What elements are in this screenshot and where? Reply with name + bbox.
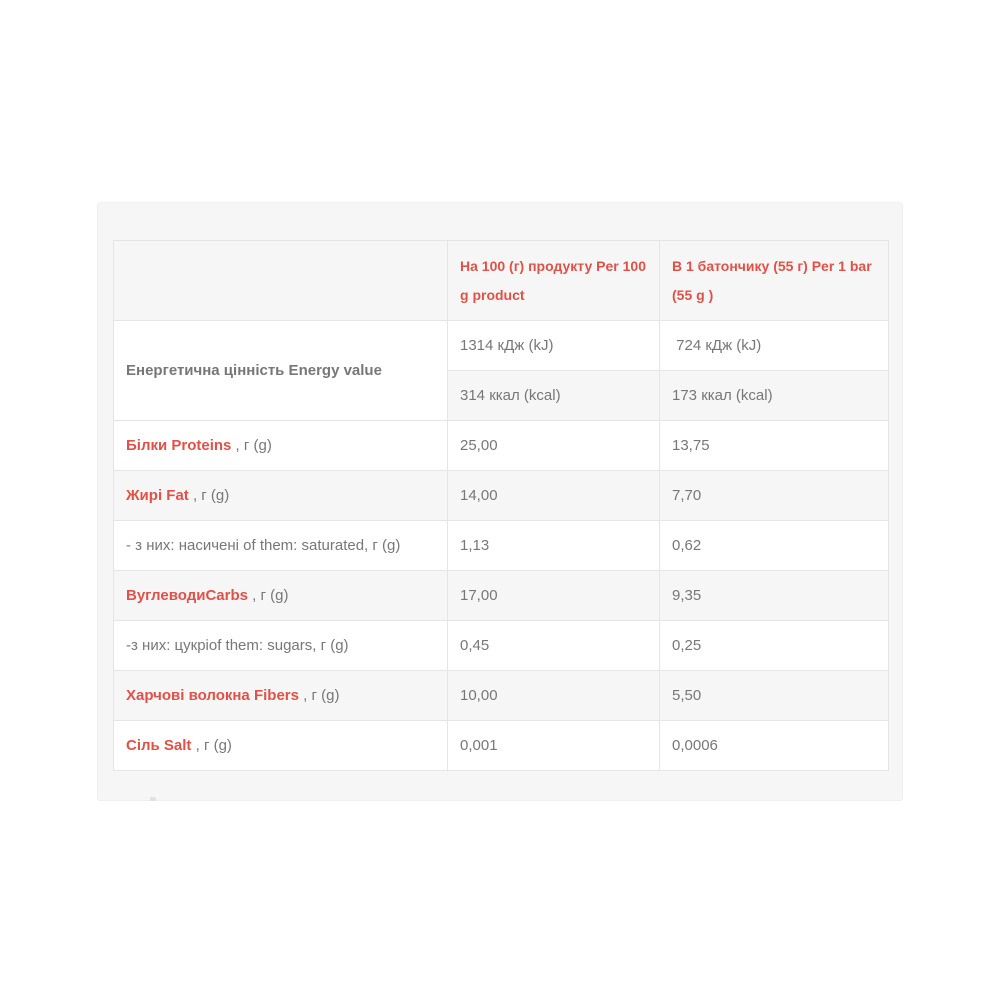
value-per-bar: 5,50 — [660, 671, 889, 721]
row-proteins — [114, 421, 889, 471]
header-empty-cell — [114, 241, 448, 321]
row-salt — [114, 721, 889, 771]
row-fat — [114, 471, 889, 521]
value-per-100g: 0,001 — [448, 721, 660, 771]
nutrient-name: Сіль Salt — [126, 737, 192, 754]
nutrient-name-cell — [114, 621, 448, 671]
nutrient-name-cell — [114, 471, 448, 521]
value-per-100g: 25,00 — [448, 421, 660, 471]
value-per-100g: 1,13 — [448, 521, 660, 571]
value-per-100g: 0,45 — [448, 621, 660, 671]
value-per-bar: 13,75 — [660, 421, 889, 471]
nutrient-name: ВуглеводиCarbs — [126, 587, 248, 604]
table-header-row — [114, 241, 889, 321]
cutoff-text-artifact — [150, 797, 156, 801]
nutrient-name-cell — [114, 521, 448, 571]
nutrient-unit: , г (g) — [247, 587, 289, 604]
value-per-bar: 9,35 — [660, 571, 889, 621]
value-per-bar: 0,62 — [660, 521, 889, 571]
nutrient-name: Жирі Fat — [126, 487, 189, 504]
nutrient-name-cell — [114, 721, 448, 771]
nutrient-unit: , г (g) — [298, 687, 340, 704]
nutrient-unit: , г (g) — [191, 737, 232, 754]
value-per-bar: 0,25 — [660, 621, 889, 671]
nutrition-table — [113, 240, 889, 771]
row-sugars — [114, 621, 889, 671]
energy-kj-per-bar: 724 кДж (kJ) — [660, 321, 889, 371]
row-fibers — [114, 671, 889, 721]
row-energy-kj — [114, 321, 889, 371]
nutrient-name: Харчові волокна Fibers — [126, 687, 299, 704]
nutrient-unit: , г (g) — [188, 487, 230, 504]
energy-kcal-per-100g: 314 ккал (kcal) — [448, 371, 660, 421]
row-carbs — [114, 571, 889, 621]
value-per-100g: 17,00 — [448, 571, 660, 621]
value-per-100g: 14,00 — [448, 471, 660, 521]
energy-value-label: Енергетична цінність Energy value — [114, 321, 448, 421]
nutrient-name-cell — [114, 421, 448, 471]
nutrient-unit: - з них: насичені of them: saturated, г (g) — [126, 537, 401, 554]
value-per-bar: 7,70 — [660, 471, 889, 521]
nutrient-unit: , г (g) — [231, 437, 272, 454]
nutrient-name-cell — [114, 671, 448, 721]
row-saturated — [114, 521, 889, 571]
nutrient-unit: -з них: цукріof them: sugars, г (g) — [126, 637, 349, 654]
column-header-per-100g: На 100 (г) продукту Per 100 g product — [448, 241, 660, 321]
column-header-per-bar: В 1 батончику (55 г) Per 1 bar (55 g ) — [660, 241, 889, 321]
energy-kcal-per-bar: 173 ккал (kcal) — [660, 371, 889, 421]
nutrition-panel — [97, 202, 903, 801]
value-per-bar: 0,0006 — [660, 721, 889, 771]
energy-kj-per-100g: 1314 кДж (kJ) — [448, 321, 660, 371]
value-per-100g: 10,00 — [448, 671, 660, 721]
nutrient-name: Білки Proteins — [126, 437, 232, 454]
nutrient-name-cell — [114, 571, 448, 621]
